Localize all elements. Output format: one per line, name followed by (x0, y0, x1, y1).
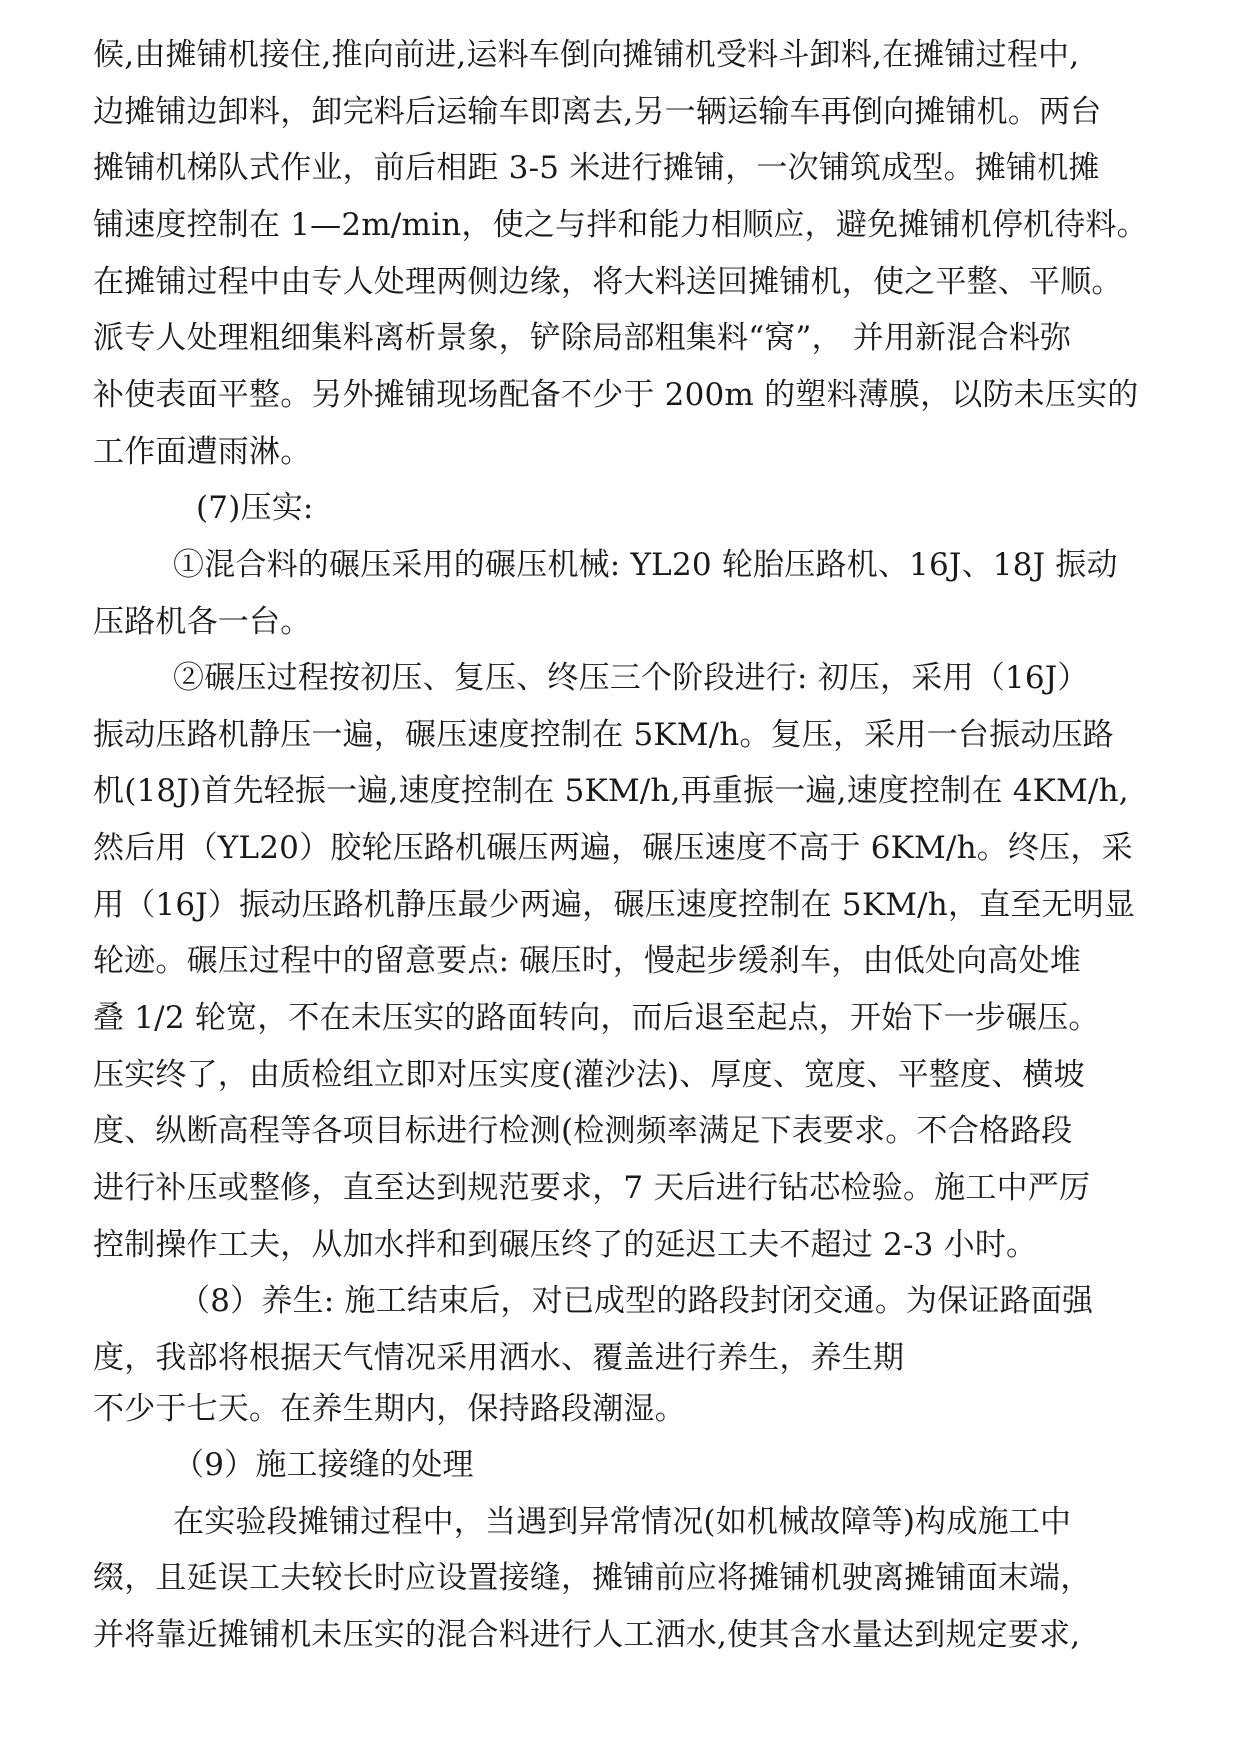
text-line: 用（16J）振动压路机静压最少两遍，碾压速度控制在 5KM/h，直至无明显 (93, 887, 1136, 923)
text-line: 压路机各一台。 (93, 604, 312, 640)
text-line: 工作面遭雨淋。 (93, 434, 312, 470)
text-line: 并将靠近摊铺机未压实的混合料进行人工洒水,使其含水量达到规定要求, (93, 1617, 1081, 1653)
text-line: 派专人处理粗细集料离析景象，铲除局部粗集料“窝”， 并用新混合料弥 (93, 320, 1072, 356)
text-line: 进行补压或整修，直至达到规范要求，7 天后进行钻芯检验。施工中严厉 (93, 1170, 1091, 1206)
text-line: 候,由摊铺机接住,推向前进,运料车倒向摊铺机受料斗卸料,在摊铺过程中, (93, 37, 1080, 73)
text-line: 在实验段摊铺过程中，当遇到异常情况(如机械故障等)构成施工中 (173, 1504, 1072, 1540)
text-line: 边摊铺边卸料，卸完料后运输车即离去,另一辆运输车再倒向摊铺机。两台 (93, 94, 1102, 130)
text-line: ①混合料的碾压采用的碾压机械: YL20 轮胎压路机、16J、18J 振动 (173, 547, 1118, 583)
text-line: 摊铺机梯队式作业，前后相距 3-5 米进行摊铺，一次铺筑成型。摊铺机摊 (93, 150, 1100, 186)
text-line: 度、纵断高程等各项目标进行检测(检测频率满足下表要求。不合格路段 (93, 1113, 1073, 1149)
section-heading-joints: （9）施工接缝的处理 (173, 1447, 474, 1483)
text-line: 在摊铺过程中由专人处理两侧边缘，将大料送回摊铺机，使之平整、平顺。 (93, 264, 1123, 300)
section-heading-curing: （8）养生: 施工结束后，对已成型的路段封闭交通。为保证路面强 (179, 1283, 1094, 1319)
text-line: ②碾压过程按初压、复压、终压三个阶段进行: 初压，采用（16J） (173, 660, 1089, 696)
text-line: 然后用（YL20）胶轮压路机碾压两遍，碾压速度不高于 6KM/h。终压，采 (93, 830, 1133, 866)
text-line: 补使表面平整。另外摊铺现场配备不少于 200m 的塑料薄膜，以防未压实的 (93, 377, 1139, 413)
text-line: 轮迹。碾压过程中的留意要点: 碾压时，慢起步缓刹车，由低处向高处堆 (93, 943, 1081, 979)
text-line: 缀，且延误工夫较长时应设置接缝，摊铺前应将摊铺机驶离摊铺面末端， (93, 1560, 1092, 1596)
text-line: 压实终了，由质检组立即对压实度(灌沙法)、厚度、宽度、平整度、横坡 (93, 1057, 1085, 1093)
text-line: 振动压路机静压一遍，碾压速度控制在 5KM/h。复压，采用一台振动压路 (93, 717, 1114, 753)
text-line: 度，我部将根据天气情况采用洒水、覆盖进行养生，养生期 (93, 1340, 905, 1376)
section-heading-compaction: (7)压实: (196, 490, 314, 526)
text-line: 铺速度控制在 1—2m/min，使之与拌和能力相顺应，避免摊铺机停机待料。 (93, 207, 1148, 243)
text-line: 机(18J)首先轻振一遍,速度控制在 5KM/h,再重振一遍,速度控制在 4KM/h, (93, 773, 1129, 809)
text-line: 不少于七天。在养生期内，保持路段潮湿。 (93, 1391, 686, 1427)
text-line: 控制操作工夫，从加水拌和到碾压终了的延迟工夫不超过 2-3 小时。 (93, 1227, 1038, 1263)
text-line: 叠 1/2 轮宽，不在未压实的路面转向，而后退至起点，开始下一步碾压。 (93, 1000, 1100, 1036)
